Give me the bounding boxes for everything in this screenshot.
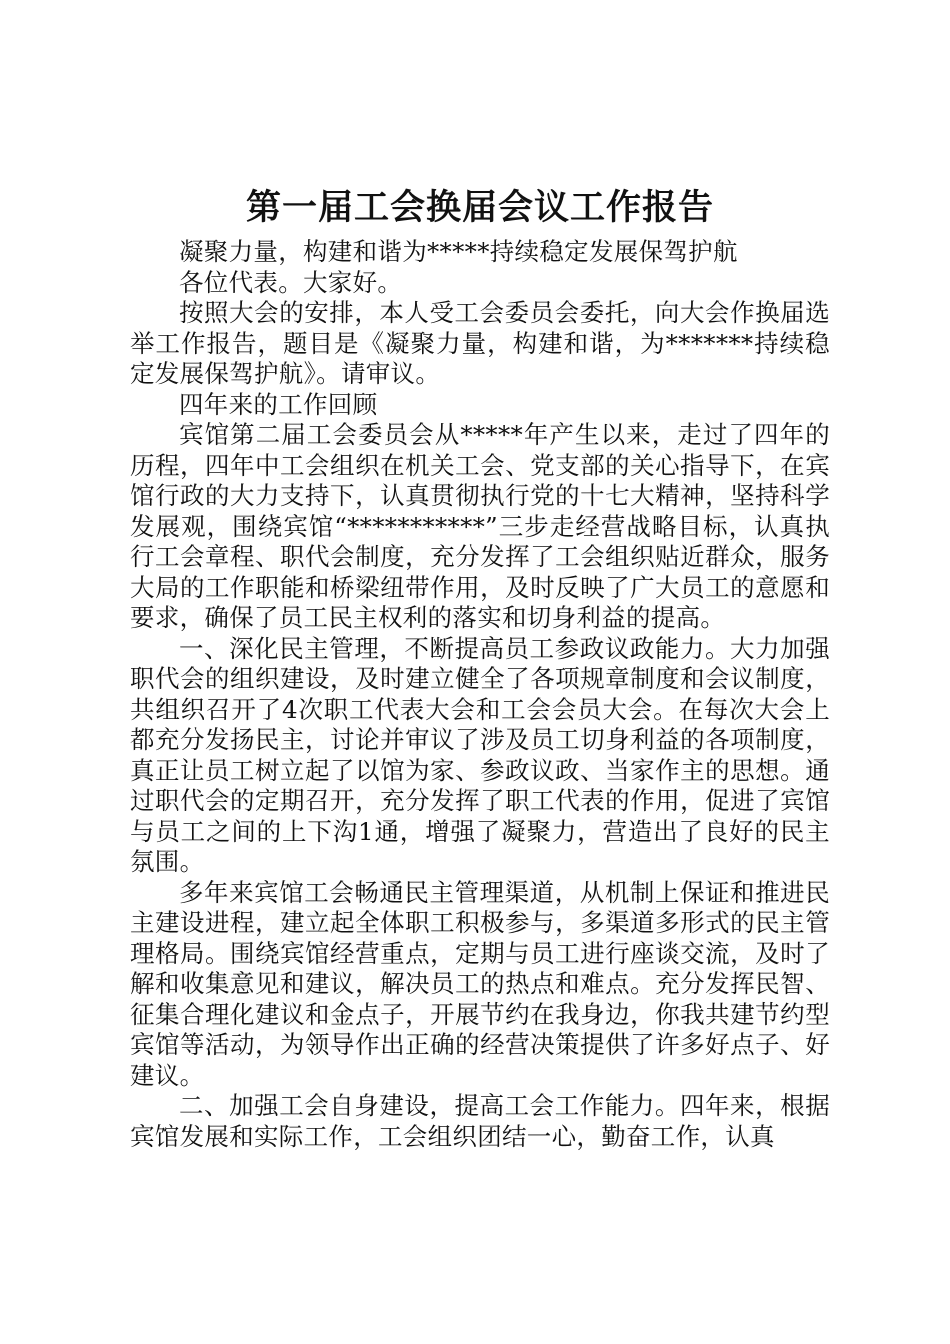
intro-paragraph: 按照大会的安排，本人受工会委员会委托，向大会作换届选举工作报告，题目是《凝聚力量，构建和谐，为*******持续稳定发展保驾护航》。请审议。 — [130, 298, 830, 388]
section-heading-review: 四年来的工作回顾 — [179, 389, 378, 419]
document-title: 第一届工会换届会议工作报告 — [245, 187, 714, 228]
document-page — [130, 185, 830, 1152]
greeting-paragraph: 各位代表。大家好。 — [179, 267, 403, 297]
subtitle-paragraph: 凝聚力量，构建和谐为*****持续稳定发展保驾护航 — [179, 237, 738, 266]
review-paragraph: 宾馆第二届工会委员会从*****年产生以来，走过了四年的历程，四年中工会组织在机关工会、党支部的关心指导下，在宾馆行政的大力支持下，认真贯彻执行党的十七大精神，坚持科学发展观，围绕宾馆“***********”三步走经营战略目标，认真执行工会章程、职代会制度，充分发挥了工会组织贴近群众，服务大局的工作职能和桥梁纽带作用，及时反映了广大员工的意愿和要求，确保了员工民主权利的落实和切身利益的提高。 — [130, 420, 830, 632]
point-two-paragraph: 二、加强工会自身建设，提高工会工作能力。四年来，根据宾馆发展和实际工作，工会组织团结一心，勤奋工作，认真 — [130, 1091, 830, 1151]
democratic-management-paragraph: 多年来宾馆工会畅通民主管理渠道，从机制上保证和推进民主建设进程，建立起全体职工积极参与，多渠道多形式的民主管理格局。围绕宾馆经营重点，定期与员工进行座谈交流，及时了解和收集意见和建议，解决员工的热点和难点。充分发挥民智、征集合理化建议和金点子，开展节约在我身边，你我共建节约型宾馆等活动，为领导作出正确的经营决策提供了许多好点子、好建议。 — [130, 877, 830, 1090]
point-one-paragraph: 一、深化民主管理，不断提高员工参政议政能力。大力加强职代会的组织建设，及时建立健全了各项规章制度和会议制度，共组织召开了4次职工代表大会和工会会员大会。在每次大会上都充分发扬民主，讨论并审议了涉及员工切身利益的各项制度，真正让员工树立起了以馆为家、参政议政、当家作主的思想。通过职代会的定期召开，充分发挥了职工代表的作用，促进了宾馆与员工之间的上下沟1通，增强了凝聚力，营造出了良好的民主氛围。 — [130, 633, 831, 876]
